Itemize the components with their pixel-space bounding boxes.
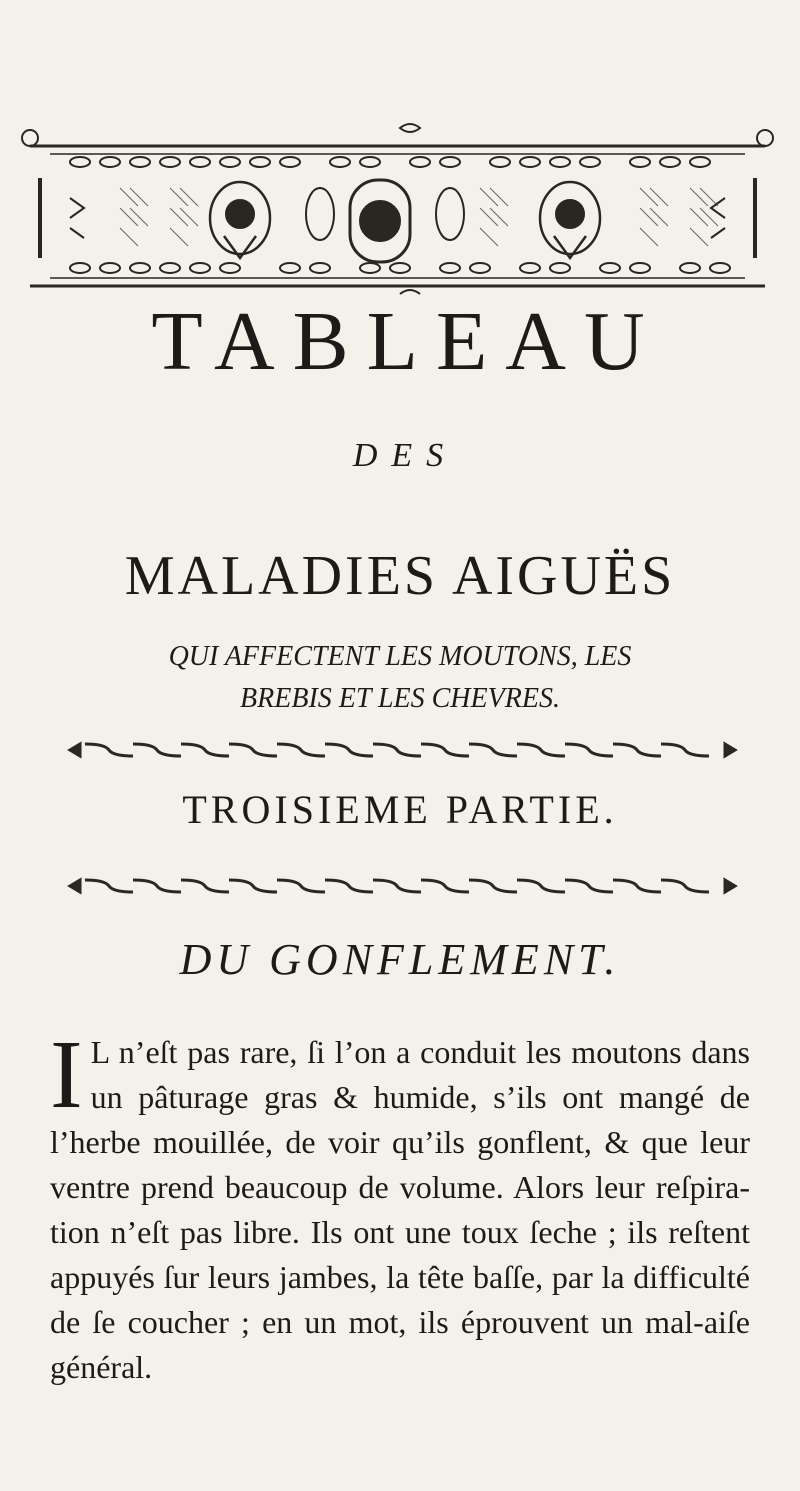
subtitle-line-1: QUI AFFECTENT LES MOUTONS, LES	[168, 641, 632, 672]
subtitle	[0, 636, 800, 720]
paragraph-text: L n’eſt pas rare, ſi l’on a conduit les moutons dans un pâturage gras & humide, s’ils ont mangé de l’herbe mouillée, de voir qu’ils gonflent, & que leur ventre prend beaucoup de volume. Alors leur reſpira-tion n’eſt pas libre. Ils ont une toux ſeche ; ils reſtent appuyés ſur leurs jambes, la tête baſſe, par la difficulté de ſe coucher ; en un mot, ils éprouvent un mal-aiſe général.	[50, 1034, 750, 1385]
body-paragraph	[50, 1021, 750, 1390]
title-des: DES	[352, 437, 458, 474]
ornament-rule-top	[60, 736, 740, 764]
floral-headpiece-ornament	[10, 118, 785, 298]
subtitle-line-2: BREBIS ET LES CHEVRES.	[240, 683, 560, 714]
chapter-heading: DU GONFLEMENT.	[179, 935, 621, 984]
ornament-rule-bottom	[60, 872, 740, 900]
title-maladies: MALADIES AIGUËS	[124, 545, 676, 607]
page-title: TABLEAU	[151, 295, 663, 388]
part-heading: TROISIEME PARTIE.	[182, 787, 618, 832]
drop-cap: I	[50, 1021, 83, 1129]
